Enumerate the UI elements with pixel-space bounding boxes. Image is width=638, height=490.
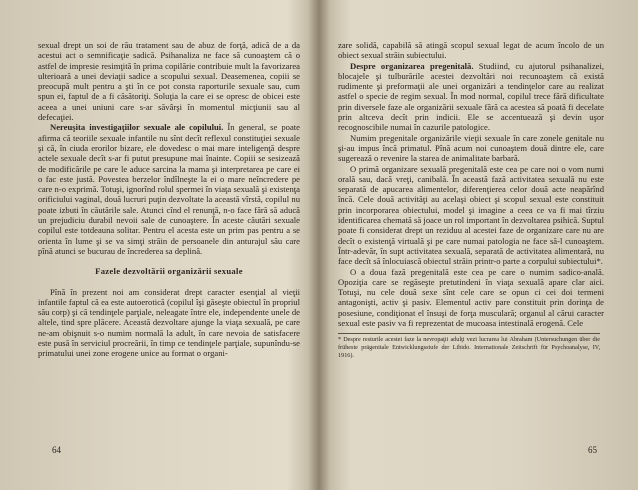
left-page	[38, 40, 300, 359]
right-paragraph-1: zare solidă, capabilă să atingă scopul sexual legat de acum încolo de un obiect sexual străin subiectului.	[338, 40, 604, 61]
right-paragraph-2-text: Studiind, cu ajutorul psihanalizei, blocajele şi tulburările acestei dezvoltări noi recunoaştem că există rudimente şi preformaţii ale unei organizări a tendinţelor care au realizat astfel o specie de regim sexual. În mod normal, copilul trece fără dificultate prin diversele faze ale organizării sexuale fără ca acestea să poată fi decelate prin altceva decît prin indicii. Ele se accentuează şi devin uşor recognoscibile numai în cazurile patologice.	[338, 60, 604, 133]
left-paragraph-1: sexual drept un soi de rău tratament sau de abuz de forţă, adică de a da acestui act o semnificaţie sadică. Psihanaliza ne face să cunoaştem că o astfel de impresie resimţită în prima copilărie contribuie mult la favorizarea ulterioară a unei deviaţii sadice a scopului sexual. Deasemenea, copiii se preocupă mult pentru a şti în ce pot consta raporturile sexuale sau, cum spun ei, faptul de a fi căsătoriţi. Soluţia la care ei se opresc de obicei este aceea a unei uniuni care s-ar săvârşi în momentul micţiunii sau al defecaţiei.	[38, 40, 300, 123]
left-paragraph-2-title: Nereuşita investigaţiilor sexuale ale copilului.	[50, 122, 224, 133]
right-page	[338, 40, 604, 359]
left-paragraph-3: Pînă în prezent noi am considerat drept caracter esenţial al vieţii infantile faptul că ea este autoerotică (copilul îşi găseşte obiectul în propriul său corp) şi că tendinţele parţiale, neleagate între ele, independente unele de altele, tind spre plăcere. Această dezvoltare ajunge la viaţa sexuală, pe care ne-am obişnuit s-o numim normală la adult, în care nevoia de satisfacere este pusă în serviciul procreării, în timp ce tendinţele parţiale, supunîndu-se primatului unei zone erogene unice au format o organi-	[38, 286, 300, 359]
right-paragraph-2-title: Despre organizarea pregenitală.	[350, 60, 474, 71]
right-paragraph-3: Numim pregenitale organizările vieţii sexuale în care zonele genitale nu şi-au impus încă primatul. Pînă acum noi cunoaştem două dintre ele, care sugerează o revenire la starea de animalitate barbară.	[338, 132, 604, 164]
book-gutter	[308, 0, 330, 490]
left-page-number: 64	[52, 445, 61, 455]
left-paragraph-2	[38, 122, 300, 256]
right-paragraph-2	[338, 61, 604, 133]
right-paragraph-5: O a doua fază pregenitală este cea pe care o numim sadico-anală. Opoziţia care se regăseşte pretutindeni în viaţa sexuală apare clar aici. Totuşi, nu cele două sexe sînt cele care se opun ci cei doi termeni antagonişti, activ şi pasiv. Elementul activ pare constituit prin dorinţa de posesiune, condiţionat el însuşi de forţa musculară; organul al cărui caracter sexual este pasiv va fi reprezentat de mucoasa intestinală erogenă. Cele	[338, 266, 604, 329]
left-paragraph-2-text: În general, se poate afirma că teoriile sexuale infantile nu sînt decît reflexul constituţiei sexuale şi că, în ciuda erorilor bizare, ele dovedesc o mai mare inteligenţă despre actele sexuale decît s-ar fi putut presupune mai înainte. Copiii se sesizează de modificările pe care le aduce sarcina la mama şi interpretarea pe care ei o fac este justă. Povestea berzelor îndîlneşte la ei o mare neîncredere pe care n-o exprimă. Totuşi, ignorînd rolul spermei în viaţa sexuală şi existenţa orificiului vaginal, două lucruri puţin dezvoltate la această vîrstă, copilul nu poate izbuti în căutările sale. Atunci cînd el renunţă, n-o face fără să aducă un prejudiciu durabil nevoii sale de cunoaştere. În aceste căutări sexuale copilul este totdeauna solitar. Pentru el acesta este un prim pas pentru a se orienta în lume şi se va simţi străin de persoanele din anturajul său care pînă atunci se bucurau de încrederea sa deplină.	[38, 122, 300, 256]
footnote: * Despre resturile acestei faze la nevropaţii adulţi vezi lucrarea lui Abraham (Untersuchungen über die früheste prägenitale Entwicklungsstufe der Libido. Internationale Zeitschrift für Psychoanalyse, IV, 1916).	[338, 333, 600, 359]
right-page-number: 65	[588, 445, 597, 455]
right-paragraph-4: O primă organizare sexuală pregenitală este cea pe care noi o vom numi orală sau, dacă vreţi, canibală. În această fază activitatea sexuală nu este separată de apucarea alimentelor, diferenţierea celor două acte neapărînd încă. Cele două activităţi au acelaşi obiect şi scopul sexual este constituit prin incorporarea obiectului, model şi imagine a ceea ce va fi mai tîrziu identificarea chemată să joace un rol important în dezvoltarea psihică. Suptul poate fi considerat drept un reziduu al acestei faze de organizare care nu are decît o existenţă virtuală şi pe care numai patologia ne face să-l cunoaştem. Într-adevăr, în supt activitatea sexuală, separată de activitatea alimentară, nu face decît să înlocuiască obiectul străin printr-o parte a corpului subiectului*.	[338, 163, 604, 267]
section-title: Fazele dezvoltării organizării sexuale	[95, 266, 243, 277]
